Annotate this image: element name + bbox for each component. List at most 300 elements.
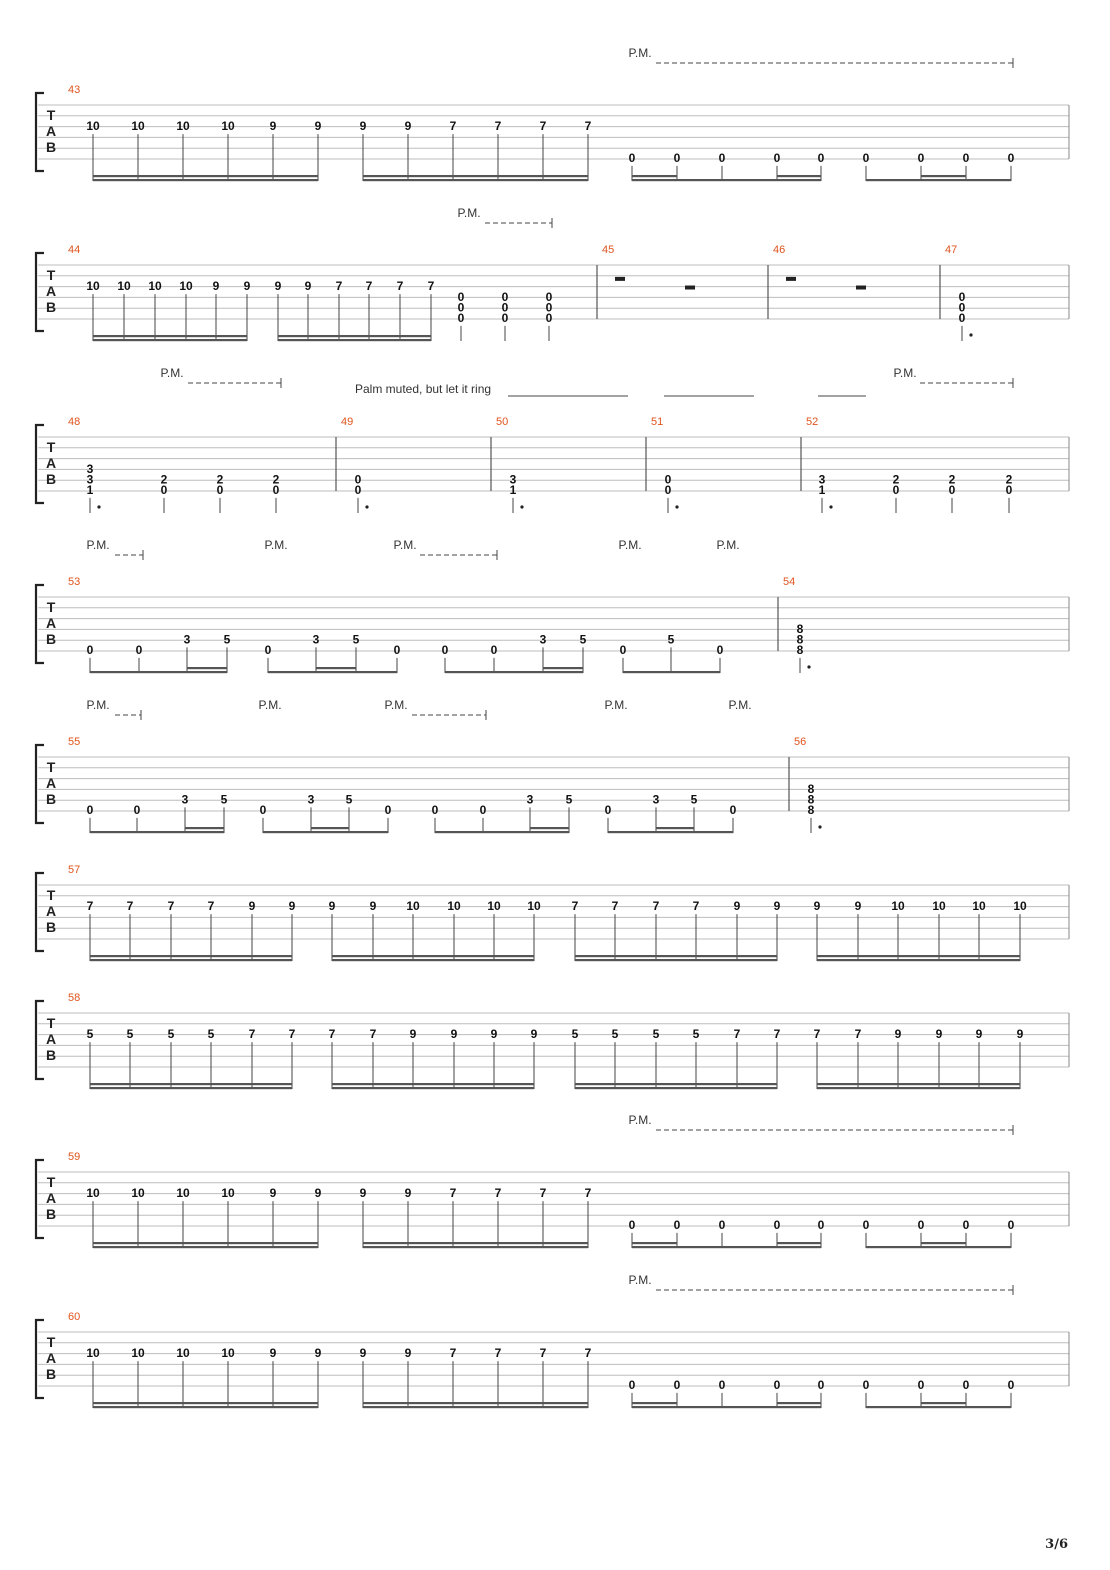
secondary-beam xyxy=(543,1242,588,1244)
primary-beam xyxy=(278,339,431,341)
duration-dot xyxy=(675,505,678,508)
fret-number: 9 xyxy=(269,119,277,134)
fret-number: 0 xyxy=(501,310,509,325)
fret-number: 10 xyxy=(179,279,193,294)
fret-number: 0 xyxy=(545,300,553,315)
palm-mute-marker: P.M. xyxy=(728,698,752,712)
fret-number: 0 xyxy=(628,1377,636,1392)
fret-number: 7 xyxy=(494,1346,502,1361)
fret-number: 7 xyxy=(584,1186,592,1201)
fret-number: 9 xyxy=(369,899,377,914)
fret-number: 0 xyxy=(457,310,465,325)
secondary-beam xyxy=(898,1083,939,1085)
primary-beam xyxy=(332,1087,534,1089)
measure-number: 51 xyxy=(651,416,664,428)
secondary-beam xyxy=(130,955,171,957)
fret-number: 0 xyxy=(962,150,970,165)
secondary-beam xyxy=(332,1083,373,1085)
secondary-beam xyxy=(413,1083,454,1085)
palm-mute-marker: P.M. xyxy=(86,538,110,552)
fret-number: 7 xyxy=(773,1027,781,1042)
fret-number: 7 xyxy=(335,279,343,294)
secondary-beam xyxy=(273,175,318,177)
duration-dot xyxy=(97,505,100,508)
tab-clef-letter: A xyxy=(45,1350,57,1366)
fret-number: 5 xyxy=(571,1027,579,1042)
measure-number: 52 xyxy=(806,416,819,428)
fret-number: 9 xyxy=(1016,1027,1024,1042)
fret-number: 9 xyxy=(409,1027,417,1042)
fret-number: 9 xyxy=(813,899,821,914)
fret-number: 3 xyxy=(652,792,660,807)
half-rest xyxy=(786,277,796,281)
fret-number: 0 xyxy=(628,1217,636,1232)
secondary-beam xyxy=(696,1083,737,1085)
secondary-beam xyxy=(939,955,979,957)
fret-number: 9 xyxy=(274,279,282,294)
fret-number: 9 xyxy=(243,279,251,294)
tab-clef-letter: A xyxy=(45,123,57,139)
fret-number: 0 xyxy=(457,289,465,304)
primary-beam xyxy=(817,1087,1020,1089)
fret-number: 7 xyxy=(167,899,175,914)
fret-number: 10 xyxy=(176,1186,190,1201)
fret-number: 9 xyxy=(854,899,862,914)
secondary-beam xyxy=(171,955,211,957)
secondary-beam xyxy=(632,1242,677,1244)
fret-number: 3 xyxy=(509,472,517,487)
primary-beam xyxy=(363,179,588,181)
primary-beam xyxy=(90,959,292,961)
fret-number: 10 xyxy=(1013,899,1027,914)
fret-number: 7 xyxy=(584,119,592,134)
fret-number: 10 xyxy=(447,899,461,914)
secondary-beam xyxy=(632,175,677,177)
fret-number: 9 xyxy=(288,899,296,914)
fret-number: 7 xyxy=(427,279,435,294)
fret-number: 10 xyxy=(891,899,905,914)
fret-number: 7 xyxy=(571,899,579,914)
fret-number: 8 xyxy=(807,802,815,817)
fret-number: 0 xyxy=(354,472,362,487)
tab-clef-letter: B xyxy=(45,1366,57,1382)
secondary-beam xyxy=(93,175,138,177)
duration-dot xyxy=(807,665,810,668)
tab-clef-letter: B xyxy=(45,299,57,315)
secondary-beam xyxy=(498,1242,543,1244)
secondary-beam xyxy=(454,1083,494,1085)
secondary-beam xyxy=(311,827,349,829)
fret-number: 0 xyxy=(160,482,168,497)
secondary-beam xyxy=(273,1402,318,1404)
secondary-beam xyxy=(185,827,224,829)
fret-number: 3 xyxy=(818,472,826,487)
fret-number: 0 xyxy=(490,642,498,657)
fret-number: 5 xyxy=(126,1027,134,1042)
measure-number: 43 xyxy=(68,84,81,96)
fret-number: 9 xyxy=(328,899,336,914)
secondary-beam xyxy=(817,1083,858,1085)
fret-number: 0 xyxy=(673,1377,681,1392)
fret-number: 0 xyxy=(1005,482,1013,497)
secondary-beam xyxy=(615,955,656,957)
duration-dot xyxy=(818,825,821,828)
tab-clef-letter: A xyxy=(45,283,57,299)
secondary-beam xyxy=(921,1402,966,1404)
fret-number: 7 xyxy=(494,119,502,134)
secondary-beam xyxy=(90,1083,130,1085)
fret-number: 0 xyxy=(86,642,94,657)
fret-number: 0 xyxy=(457,300,465,315)
secondary-beam xyxy=(228,175,273,177)
fret-number: 8 xyxy=(796,621,804,636)
fret-number: 7 xyxy=(611,899,619,914)
fret-number: 7 xyxy=(733,1027,741,1042)
secondary-beam xyxy=(543,175,588,177)
fret-number: 10 xyxy=(972,899,986,914)
measure-number: 57 xyxy=(68,864,81,876)
palm-mute-marker: P.M. xyxy=(716,538,740,552)
duration-dot xyxy=(829,505,832,508)
measure-number: 45 xyxy=(602,244,615,256)
tab-clef-letter: A xyxy=(45,1190,57,1206)
secondary-beam xyxy=(777,175,821,177)
fret-number: 0 xyxy=(773,1217,781,1232)
secondary-beam xyxy=(408,175,453,177)
secondary-beam xyxy=(93,1402,138,1404)
palm-mute-marker: P.M. xyxy=(457,206,481,220)
measure-number: 60 xyxy=(68,1311,81,1323)
fret-number: 10 xyxy=(221,1186,235,1201)
fret-number: 10 xyxy=(176,1346,190,1361)
fret-number: 0 xyxy=(718,1377,726,1392)
secondary-beam xyxy=(453,1242,498,1244)
primary-beam xyxy=(435,831,569,833)
tab-clef-letter: T xyxy=(46,267,56,283)
secondary-beam xyxy=(921,175,966,177)
fret-number: 1 xyxy=(86,482,94,497)
fret-number: 7 xyxy=(449,119,457,134)
primary-beam xyxy=(608,831,733,833)
secondary-beam xyxy=(252,1083,292,1085)
primary-beam xyxy=(866,1406,1011,1408)
secondary-beam xyxy=(696,955,737,957)
fret-number: 9 xyxy=(894,1027,902,1042)
secondary-beam xyxy=(90,955,130,957)
fret-number: 7 xyxy=(449,1346,457,1361)
tab-clef-letter: B xyxy=(45,139,57,155)
fret-number: 7 xyxy=(813,1027,821,1042)
secondary-beam xyxy=(413,955,454,957)
fret-number: 7 xyxy=(126,899,134,914)
secondary-beam xyxy=(278,335,308,337)
fret-number: 7 xyxy=(86,899,94,914)
secondary-beam xyxy=(939,1083,979,1085)
secondary-beam xyxy=(363,175,408,177)
fret-number: 0 xyxy=(862,1217,870,1232)
fret-number: 10 xyxy=(131,1346,145,1361)
fret-number: 0 xyxy=(958,310,966,325)
primary-beam xyxy=(632,1246,821,1248)
primary-beam xyxy=(445,671,583,673)
fret-number: 7 xyxy=(652,899,660,914)
secondary-beam xyxy=(138,1402,183,1404)
secondary-beam xyxy=(737,1083,777,1085)
secondary-beam xyxy=(363,1242,408,1244)
fret-number: 9 xyxy=(450,1027,458,1042)
fret-number: 0 xyxy=(501,300,509,315)
fret-number: 0 xyxy=(962,1217,970,1232)
tab-clef-letter: B xyxy=(45,1206,57,1222)
secondary-beam xyxy=(373,1083,413,1085)
palm-mute-marker: P.M. xyxy=(628,46,652,60)
fret-number: 0 xyxy=(384,802,392,817)
fret-number: 0 xyxy=(86,802,94,817)
half-rest xyxy=(615,277,625,281)
secondary-beam xyxy=(777,1242,821,1244)
measure-number: 49 xyxy=(341,416,354,428)
tab-clef-letter: T xyxy=(46,107,56,123)
palm-mute-marker: P.M. xyxy=(628,1273,652,1287)
secondary-beam xyxy=(363,1402,408,1404)
fret-number: 9 xyxy=(975,1027,983,1042)
fret-number: 0 xyxy=(773,150,781,165)
secondary-beam xyxy=(183,1242,228,1244)
fret-number: 3 xyxy=(539,632,547,647)
primary-beam xyxy=(363,1246,588,1248)
fret-number: 0 xyxy=(1007,1217,1015,1232)
primary-beam xyxy=(817,959,1020,961)
fret-number: 10 xyxy=(131,1186,145,1201)
primary-beam xyxy=(93,1246,318,1248)
tab-clef-letter: A xyxy=(45,775,57,791)
secondary-beam xyxy=(453,1402,498,1404)
fret-number: 10 xyxy=(131,119,145,134)
fret-number: 0 xyxy=(773,1377,781,1392)
fret-number: 1 xyxy=(818,482,826,497)
fret-number: 5 xyxy=(345,792,353,807)
fret-number: 7 xyxy=(539,1346,547,1361)
fret-number: 8 xyxy=(796,642,804,657)
fret-number: 0 xyxy=(545,310,553,325)
fret-number: 9 xyxy=(269,1186,277,1201)
fret-number: 0 xyxy=(354,482,362,497)
fret-number: 9 xyxy=(359,1346,367,1361)
primary-beam xyxy=(93,179,318,181)
tab-clef-letter: A xyxy=(45,1031,57,1047)
tab-clef-letter: T xyxy=(46,759,56,775)
fret-number: 0 xyxy=(817,1217,825,1232)
fret-number: 9 xyxy=(212,279,220,294)
fret-number: 7 xyxy=(365,279,373,294)
palm-mute-marker: P.M. xyxy=(618,538,642,552)
fret-number: 9 xyxy=(314,119,322,134)
fret-number: 3 xyxy=(307,792,315,807)
primary-beam xyxy=(263,831,388,833)
fret-number: 10 xyxy=(86,279,100,294)
secondary-beam xyxy=(187,667,227,669)
tab-clef-letter: A xyxy=(45,903,57,919)
fret-number: 5 xyxy=(223,632,231,647)
fret-number: 7 xyxy=(539,119,547,134)
secondary-beam xyxy=(252,955,292,957)
fret-number: 7 xyxy=(328,1027,336,1042)
fret-number: 10 xyxy=(221,119,235,134)
measure-number: 48 xyxy=(68,416,81,428)
secondary-beam xyxy=(817,955,858,957)
fret-number: 8 xyxy=(796,632,804,647)
measure-number: 44 xyxy=(68,244,81,256)
primary-beam xyxy=(363,1406,588,1408)
secondary-beam xyxy=(216,335,247,337)
palm-mute-marker: P.M. xyxy=(393,538,417,552)
fret-number: 3 xyxy=(86,461,94,476)
fret-number: 0 xyxy=(393,642,401,657)
secondary-beam xyxy=(979,955,1020,957)
fret-number: 5 xyxy=(167,1027,175,1042)
fret-number: 10 xyxy=(527,899,541,914)
fret-number: 9 xyxy=(248,899,256,914)
secondary-beam xyxy=(228,1242,273,1244)
tab-clef-letter: B xyxy=(45,1047,57,1063)
fret-number: 5 xyxy=(352,632,360,647)
secondary-beam xyxy=(656,1083,696,1085)
fret-number: 9 xyxy=(359,119,367,134)
fret-number: 0 xyxy=(431,802,439,817)
fret-number: 0 xyxy=(917,1217,925,1232)
fret-number: 9 xyxy=(304,279,312,294)
fret-number: 7 xyxy=(207,899,215,914)
fret-number: 9 xyxy=(530,1027,538,1042)
primary-beam xyxy=(866,179,1011,181)
fret-number: 0 xyxy=(716,642,724,657)
measure-number: 54 xyxy=(783,576,796,588)
secondary-beam xyxy=(494,1083,534,1085)
fret-number: 7 xyxy=(692,899,700,914)
secondary-beam xyxy=(543,667,583,669)
fret-number: 7 xyxy=(288,1027,296,1042)
fret-number: 10 xyxy=(86,1186,100,1201)
fret-number: 3 xyxy=(312,632,320,647)
secondary-beam xyxy=(408,1402,453,1404)
fret-number: 9 xyxy=(404,1186,412,1201)
fret-number: 10 xyxy=(176,119,190,134)
fret-number: 0 xyxy=(673,150,681,165)
tab-clef-letter: T xyxy=(46,1334,56,1350)
secondary-beam xyxy=(93,1242,138,1244)
fret-number: 0 xyxy=(958,300,966,315)
fret-number: 0 xyxy=(817,150,825,165)
secondary-beam xyxy=(632,1402,677,1404)
fret-number: 0 xyxy=(628,150,636,165)
fret-number: 10 xyxy=(148,279,162,294)
fret-number: 10 xyxy=(86,1346,100,1361)
fret-number: 9 xyxy=(314,1186,322,1201)
primary-beam xyxy=(268,671,397,673)
secondary-beam xyxy=(453,175,498,177)
primary-beam xyxy=(90,831,224,833)
palm-mute-marker: P.M. xyxy=(160,366,184,380)
palm-mute-marker: P.M. xyxy=(628,1113,652,1127)
fret-number: 9 xyxy=(733,899,741,914)
secondary-beam xyxy=(316,667,356,669)
fret-number: 7 xyxy=(539,1186,547,1201)
page-number: 3/6 xyxy=(1045,1537,1068,1552)
fret-number: 10 xyxy=(117,279,131,294)
palm-mute-marker: P.M. xyxy=(384,698,408,712)
secondary-beam xyxy=(979,1083,1020,1085)
palm-mute-marker: P.M. xyxy=(86,698,110,712)
fret-number: 5 xyxy=(690,792,698,807)
secondary-beam xyxy=(124,335,155,337)
fret-number: 0 xyxy=(718,150,726,165)
half-rest xyxy=(685,286,695,290)
fret-number: 2 xyxy=(216,472,224,487)
secondary-beam xyxy=(332,955,373,957)
tab-clef-letter: T xyxy=(46,1174,56,1190)
let-ring-annotation: Palm muted, but let it ring xyxy=(355,382,492,396)
secondary-beam xyxy=(543,1402,588,1404)
primary-beam xyxy=(93,1406,318,1408)
fret-number: 7 xyxy=(449,1186,457,1201)
fret-number: 0 xyxy=(135,642,143,657)
tab-clef-letter: B xyxy=(45,919,57,935)
tab-clef-letter: T xyxy=(46,439,56,455)
fret-number: 0 xyxy=(545,289,553,304)
fret-number: 0 xyxy=(264,642,272,657)
secondary-beam xyxy=(138,1242,183,1244)
secondary-beam xyxy=(339,335,369,337)
secondary-beam xyxy=(308,335,339,337)
palm-mute-marker: P.M. xyxy=(893,366,917,380)
fret-number: 7 xyxy=(494,1186,502,1201)
duration-dot xyxy=(520,505,523,508)
tab-clef-letter: T xyxy=(46,1015,56,1031)
tab-clef-letter: B xyxy=(45,631,57,647)
fret-number: 0 xyxy=(892,482,900,497)
fret-number: 0 xyxy=(862,150,870,165)
secondary-beam xyxy=(183,175,228,177)
secondary-beam xyxy=(408,1242,453,1244)
secondary-beam xyxy=(494,955,534,957)
fret-number: 0 xyxy=(718,1217,726,1232)
primary-beam xyxy=(90,671,227,673)
fret-number: 7 xyxy=(584,1346,592,1361)
primary-beam xyxy=(332,959,534,961)
secondary-beam xyxy=(575,1083,615,1085)
fret-number: 5 xyxy=(220,792,228,807)
primary-beam xyxy=(93,339,247,341)
duration-dot xyxy=(365,505,368,508)
primary-beam xyxy=(623,671,720,673)
fret-number: 2 xyxy=(1005,472,1013,487)
fret-number: 9 xyxy=(404,1346,412,1361)
palm-mute-marker: P.M. xyxy=(258,698,282,712)
fret-number: 0 xyxy=(862,1377,870,1392)
secondary-beam xyxy=(186,335,216,337)
primary-beam xyxy=(632,1406,821,1408)
secondary-beam xyxy=(183,1402,228,1404)
tab-clef-letter: T xyxy=(46,599,56,615)
fret-number: 5 xyxy=(86,1027,94,1042)
fret-number: 5 xyxy=(611,1027,619,1042)
tab-clef-letter: B xyxy=(45,471,57,487)
secondary-beam xyxy=(656,827,694,829)
fret-number: 0 xyxy=(441,642,449,657)
fret-number: 0 xyxy=(604,802,612,817)
fret-number: 0 xyxy=(729,802,737,817)
measure-number: 47 xyxy=(945,244,958,256)
